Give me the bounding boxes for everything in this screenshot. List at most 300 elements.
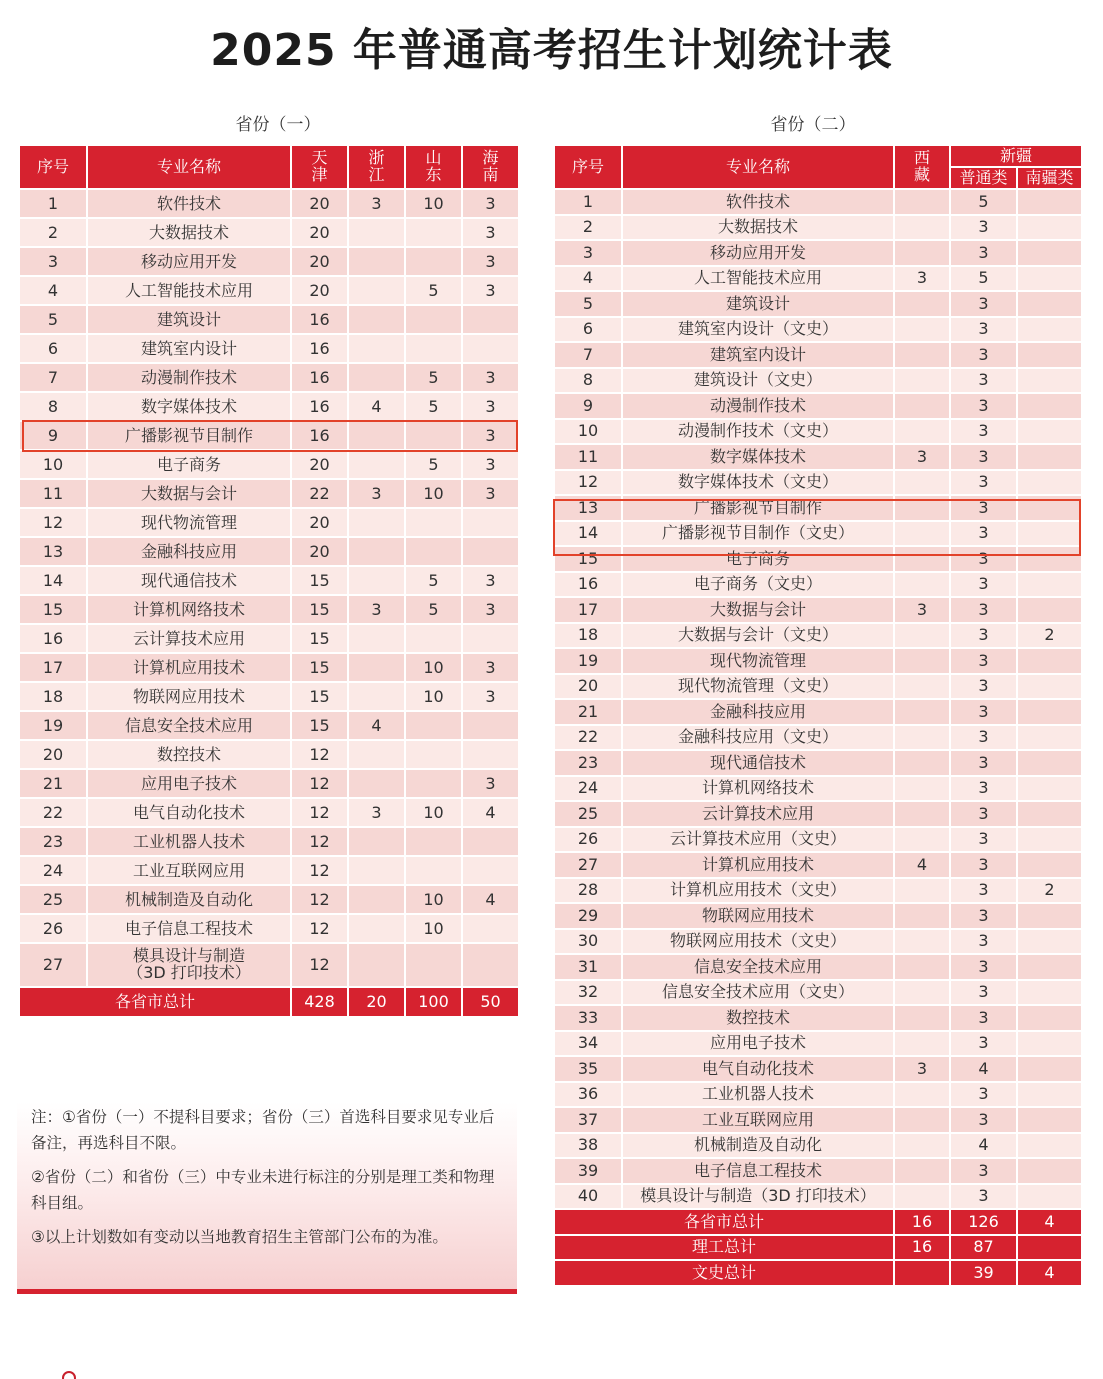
cell-major: 大数据与会计: [622, 597, 894, 623]
table-row: [19, 189, 519, 218]
cell-zhejiang: [348, 740, 405, 769]
cell-xizang: [894, 291, 950, 317]
school-seal-icon: [62, 1371, 76, 1379]
cell-tianjin: 12: [291, 914, 348, 943]
cell-xinjiang-south: [1017, 1031, 1082, 1057]
table-row: [19, 943, 519, 987]
cell-hainan: 3: [462, 479, 519, 508]
table-row: [554, 801, 1082, 827]
cell-major: 云计算技术应用（文史）: [622, 827, 894, 853]
cell-xinjiang-general: 3: [950, 597, 1017, 623]
cell-hainan: 3: [462, 769, 519, 798]
cell-xinjiang-south: [1017, 699, 1082, 725]
cell-major: 电子信息工程技术: [622, 1158, 894, 1184]
cell-xizang: [894, 1005, 950, 1031]
cell-xizang: [894, 623, 950, 649]
cell-xizang: [894, 980, 950, 1006]
cell-seq: 11: [19, 479, 87, 508]
cell-tianjin: 20: [291, 218, 348, 247]
cell-hainan: [462, 740, 519, 769]
header-seq: 序号: [554, 145, 622, 189]
cell-tianjin: 15: [291, 624, 348, 653]
cell-major: 电气自动化技术: [87, 798, 291, 827]
total-shandong: 100: [405, 987, 462, 1017]
cell-seq: 15: [19, 595, 87, 624]
cell-xinjiang-south: [1017, 801, 1082, 827]
total-xinjiang-general: 126: [950, 1209, 1017, 1235]
cell-shandong: 10: [405, 798, 462, 827]
cell-major: 大数据与会计: [87, 479, 291, 508]
cell-hainan: 3: [462, 595, 519, 624]
table-two-caption: 省份（二）: [770, 115, 856, 135]
cell-major: 建筑设计: [622, 291, 894, 317]
total-zhejiang: 20: [348, 987, 405, 1017]
cell-zhejiang: 3: [348, 479, 405, 508]
header-province-zhejiang: 浙 江: [348, 145, 405, 189]
table-row: [554, 215, 1082, 241]
cell-seq: 36: [554, 1082, 622, 1108]
table-row: [554, 750, 1082, 776]
cell-xizang: [894, 929, 950, 955]
cell-xinjiang-south: [1017, 572, 1082, 598]
cell-xinjiang-south: [1017, 266, 1082, 292]
cell-seq: 27: [554, 852, 622, 878]
cell-xinjiang-south: [1017, 980, 1082, 1006]
cell-major: 大数据技术: [622, 215, 894, 241]
table-row: [554, 240, 1082, 266]
table-row: [19, 914, 519, 943]
cell-major: 人工智能技术应用: [622, 266, 894, 292]
cell-xinjiang-general: 3: [950, 980, 1017, 1006]
cell-xizang: [894, 240, 950, 266]
cell-xinjiang-south: [1017, 929, 1082, 955]
cell-seq: 7: [554, 342, 622, 368]
cell-hainan: [462, 827, 519, 856]
cell-seq: 40: [554, 1184, 622, 1210]
cell-shandong: 10: [405, 479, 462, 508]
cell-major: 大数据与会计（文史）: [622, 623, 894, 649]
table-row: [19, 450, 519, 479]
cell-xinjiang-south: [1017, 954, 1082, 980]
header-xinjiang-general: 普通类: [950, 167, 1017, 189]
cell-zhejiang: [348, 276, 405, 305]
cell-seq: 28: [554, 878, 622, 904]
table-row: [554, 1158, 1082, 1184]
cell-zhejiang: 3: [348, 189, 405, 218]
cell-tianjin: 12: [291, 769, 348, 798]
cell-shandong: [405, 769, 462, 798]
cell-seq: 12: [554, 470, 622, 496]
cell-xinjiang-general: 4: [950, 1056, 1017, 1082]
header-major: 专业名称: [622, 145, 894, 189]
table-row: [19, 595, 519, 624]
cell-major: 动漫制作技术: [87, 363, 291, 392]
cell-hainan: [462, 856, 519, 885]
cell-tianjin: 15: [291, 653, 348, 682]
cell-hainan: [462, 334, 519, 363]
table-row: [19, 421, 519, 450]
cell-xinjiang-general: 3: [950, 750, 1017, 776]
cell-xinjiang-south: [1017, 827, 1082, 853]
cell-hainan: 4: [462, 798, 519, 827]
table-row: [554, 1133, 1082, 1159]
cell-xinjiang-general: 3: [950, 470, 1017, 496]
cell-xinjiang-south: [1017, 1056, 1082, 1082]
header-province-hainan: 海 南: [462, 145, 519, 189]
cell-xizang: [894, 954, 950, 980]
cell-xinjiang-general: 3: [950, 419, 1017, 445]
cell-zhejiang: 4: [348, 711, 405, 740]
table-row: [554, 980, 1082, 1006]
cell-hainan: [462, 537, 519, 566]
cell-tianjin: 20: [291, 450, 348, 479]
table-row: [19, 711, 519, 740]
cell-xizang: [894, 342, 950, 368]
cell-major: 移动应用开发: [622, 240, 894, 266]
cell-xinjiang-south: [1017, 725, 1082, 751]
cell-xinjiang-south: [1017, 495, 1082, 521]
header-province-shandong: 山 东: [405, 145, 462, 189]
cell-tianjin: 20: [291, 189, 348, 218]
cell-tianjin: 20: [291, 247, 348, 276]
cell-xinjiang-general: 3: [950, 495, 1017, 521]
cell-zhejiang: [348, 624, 405, 653]
cell-xinjiang-south: [1017, 189, 1082, 215]
cell-zhejiang: [348, 566, 405, 595]
cell-major: 动漫制作技术（文史）: [622, 419, 894, 445]
cell-xizang: 3: [894, 1056, 950, 1082]
cell-tianjin: 16: [291, 421, 348, 450]
cell-xinjiang-general: 3: [950, 572, 1017, 598]
cell-major: 计算机网络技术: [87, 595, 291, 624]
cell-seq: 1: [19, 189, 87, 218]
cell-major: 建筑室内设计（文史）: [622, 317, 894, 343]
cell-xizang: [894, 776, 950, 802]
total-xinjiang-south: 4: [1017, 1260, 1082, 1286]
cell-xinjiang-south: [1017, 317, 1082, 343]
cell-shandong: [405, 421, 462, 450]
cell-seq: 5: [19, 305, 87, 334]
cell-major: 现代物流管理: [87, 508, 291, 537]
cell-shandong: [405, 508, 462, 537]
cell-major: 电子信息工程技术: [87, 914, 291, 943]
cell-major: 数字媒体技术: [622, 444, 894, 470]
cell-hainan: 4: [462, 885, 519, 914]
cell-major: 广播影视节目制作（文史）: [622, 521, 894, 547]
cell-zhejiang: [348, 885, 405, 914]
cell-hainan: 3: [462, 653, 519, 682]
cell-xinjiang-south: [1017, 368, 1082, 394]
cell-xinjiang-south: [1017, 750, 1082, 776]
table-row: [19, 247, 519, 276]
table-row: [19, 334, 519, 363]
cell-major: 计算机应用技术: [622, 852, 894, 878]
total-xinjiang-south: 4: [1017, 1209, 1082, 1235]
cell-hainan: 3: [462, 450, 519, 479]
cell-xizang: [894, 878, 950, 904]
cell-xinjiang-south: [1017, 393, 1082, 419]
cell-seq: 20: [554, 674, 622, 700]
cell-xinjiang-general: 3: [950, 623, 1017, 649]
cell-major: 大数据技术: [87, 218, 291, 247]
cell-tianjin: 20: [291, 508, 348, 537]
cell-shandong: [405, 537, 462, 566]
cell-xinjiang-south: 2: [1017, 623, 1082, 649]
cell-seq: 10: [554, 419, 622, 445]
cell-seq: 4: [19, 276, 87, 305]
cell-hainan: 3: [462, 363, 519, 392]
cell-xinjiang-south: [1017, 648, 1082, 674]
cell-hainan: 3: [462, 682, 519, 711]
cell-xinjiang-general: 3: [950, 648, 1017, 674]
total-label: 理工总计: [554, 1235, 894, 1261]
cell-zhejiang: [348, 653, 405, 682]
table-row: [554, 266, 1082, 292]
cell-major: 建筑设计: [87, 305, 291, 334]
table-row: [554, 776, 1082, 802]
cell-tianjin: 16: [291, 305, 348, 334]
cell-seq: 23: [554, 750, 622, 776]
cell-zhejiang: [348, 827, 405, 856]
cell-seq: 6: [554, 317, 622, 343]
table-row: [554, 1005, 1082, 1031]
cell-hainan: [462, 711, 519, 740]
table-row: [554, 189, 1082, 215]
cell-hainan: [462, 914, 519, 943]
table-row: [554, 648, 1082, 674]
cell-major: 计算机应用技术（文史）: [622, 878, 894, 904]
table-row: [19, 392, 519, 421]
cell-xinjiang-general: 3: [950, 699, 1017, 725]
cell-major: 数字媒体技术（文史）: [622, 470, 894, 496]
cell-seq: 18: [19, 682, 87, 711]
cell-shandong: [405, 856, 462, 885]
cell-major: 工业互联网应用: [87, 856, 291, 885]
cell-zhejiang: [348, 769, 405, 798]
cell-xinjiang-general: 3: [950, 215, 1017, 241]
cell-hainan: 3: [462, 566, 519, 595]
notes-panel: [17, 1102, 517, 1294]
cell-hainan: 3: [462, 189, 519, 218]
cell-xinjiang-general: 3: [950, 521, 1017, 547]
cell-seq: 6: [19, 334, 87, 363]
cell-xinjiang-general: 3: [950, 393, 1017, 419]
cell-major: 计算机应用技术: [87, 653, 291, 682]
cell-major: 应用电子技术: [87, 769, 291, 798]
cell-zhejiang: [348, 218, 405, 247]
cell-shandong: [405, 624, 462, 653]
cell-major: 动漫制作技术: [622, 393, 894, 419]
cell-seq: 13: [554, 495, 622, 521]
cell-seq: 30: [554, 929, 622, 955]
cell-zhejiang: [348, 682, 405, 711]
cell-seq: 26: [19, 914, 87, 943]
cell-seq: 22: [554, 725, 622, 751]
cell-xinjiang-general: 3: [950, 1005, 1017, 1031]
cell-seq: 16: [19, 624, 87, 653]
cell-xizang: [894, 725, 950, 751]
cell-xizang: [894, 317, 950, 343]
cell-zhejiang: [348, 537, 405, 566]
header-xinjiang-south: 南疆类: [1017, 167, 1082, 189]
cell-xizang: [894, 750, 950, 776]
table-row: [554, 291, 1082, 317]
cell-xinjiang-general: 5: [950, 266, 1017, 292]
cell-xinjiang-south: [1017, 546, 1082, 572]
cell-shandong: 10: [405, 885, 462, 914]
cell-tianjin: 16: [291, 392, 348, 421]
cell-tianjin: 12: [291, 740, 348, 769]
cell-xizang: [894, 1082, 950, 1108]
cell-xinjiang-general: 3: [950, 852, 1017, 878]
cell-seq: 3: [19, 247, 87, 276]
total-label: 各省市总计: [554, 1209, 894, 1235]
cell-seq: 10: [19, 450, 87, 479]
cell-seq: 2: [554, 215, 622, 241]
cell-xinjiang-south: [1017, 1107, 1082, 1133]
total-row: [19, 987, 519, 1017]
cell-shandong: 5: [405, 363, 462, 392]
cell-tianjin: 20: [291, 537, 348, 566]
table-row: [554, 674, 1082, 700]
table-row: [19, 856, 519, 885]
total-xizang: 16: [894, 1235, 950, 1261]
cell-xinjiang-south: [1017, 1184, 1082, 1210]
cell-seq: 16: [554, 572, 622, 598]
cell-major: 工业互联网应用: [622, 1107, 894, 1133]
table-row: [554, 725, 1082, 751]
cell-xinjiang-south: [1017, 342, 1082, 368]
cell-xinjiang-general: 3: [950, 776, 1017, 802]
cell-hainan: 3: [462, 392, 519, 421]
cell-seq: 26: [554, 827, 622, 853]
cell-tianjin: 12: [291, 856, 348, 885]
cell-xinjiang-general: 3: [950, 801, 1017, 827]
cell-xizang: 4: [894, 852, 950, 878]
cell-tianjin: 12: [291, 798, 348, 827]
table-row: [19, 479, 519, 508]
cell-seq: 21: [554, 699, 622, 725]
cell-xinjiang-general: 3: [950, 878, 1017, 904]
cell-seq: 25: [19, 885, 87, 914]
cell-major: 金融科技应用（文史）: [622, 725, 894, 751]
cell-xizang: [894, 903, 950, 929]
cell-major: 数字媒体技术: [87, 392, 291, 421]
cell-xinjiang-south: [1017, 291, 1082, 317]
cell-xinjiang-south: [1017, 597, 1082, 623]
cell-shandong: [405, 711, 462, 740]
cell-xinjiang-general: 3: [950, 317, 1017, 343]
cell-shandong: 10: [405, 914, 462, 943]
cell-zhejiang: 4: [348, 392, 405, 421]
cell-zhejiang: [348, 508, 405, 537]
table-row: [554, 903, 1082, 929]
cell-hainan: 3: [462, 421, 519, 450]
table-row: [19, 682, 519, 711]
cell-major: 软件技术: [87, 189, 291, 218]
cell-hainan: [462, 943, 519, 987]
total-xizang: 16: [894, 1209, 950, 1235]
cell-xinjiang-general: 3: [950, 725, 1017, 751]
cell-xizang: [894, 215, 950, 241]
cell-seq: 20: [19, 740, 87, 769]
cell-major: 广播影视节目制作: [87, 421, 291, 450]
cell-xinjiang-south: [1017, 215, 1082, 241]
cell-xizang: [894, 1158, 950, 1184]
cell-xinjiang-south: [1017, 240, 1082, 266]
cell-xizang: [894, 648, 950, 674]
cell-shandong: 10: [405, 189, 462, 218]
cell-major: 物联网应用技术（文史）: [622, 929, 894, 955]
cell-xinjiang-general: 3: [950, 1031, 1017, 1057]
cell-xizang: [894, 699, 950, 725]
cell-xinjiang-general: 3: [950, 1158, 1017, 1184]
cell-seq: 35: [554, 1056, 622, 1082]
cell-xinjiang-general: 5: [950, 189, 1017, 215]
cell-xinjiang-south: [1017, 419, 1082, 445]
total-xinjiang-south: [1017, 1235, 1082, 1261]
cell-seq: 2: [19, 218, 87, 247]
total-xinjiang-general: 87: [950, 1235, 1017, 1261]
cell-seq: 33: [554, 1005, 622, 1031]
cell-xinjiang-south: 2: [1017, 878, 1082, 904]
table-one-caption: 省份（一）: [235, 115, 321, 135]
table-row: [19, 537, 519, 566]
table-row: [19, 508, 519, 537]
cell-zhejiang: [348, 914, 405, 943]
cell-major: 现代物流管理（文史）: [622, 674, 894, 700]
cell-tianjin: 12: [291, 943, 348, 987]
cell-major: 现代通信技术: [87, 566, 291, 595]
cell-major: 信息安全技术应用: [622, 954, 894, 980]
table-row: [19, 305, 519, 334]
cell-xinjiang-general: 3: [950, 368, 1017, 394]
cell-shandong: [405, 334, 462, 363]
cell-xizang: [894, 495, 950, 521]
cell-xinjiang-general: 3: [950, 240, 1017, 266]
cell-xinjiang-south: [1017, 903, 1082, 929]
cell-seq: 38: [554, 1133, 622, 1159]
table-row: [554, 1056, 1082, 1082]
total-row: [554, 1235, 1082, 1261]
cell-xizang: [894, 1107, 950, 1133]
cell-seq: 8: [19, 392, 87, 421]
table-row: [554, 317, 1082, 343]
cell-major: 信息安全技术应用（文史）: [622, 980, 894, 1006]
table-row: [19, 363, 519, 392]
cell-major: 数控技术: [622, 1005, 894, 1031]
cell-major: 云计算技术应用: [622, 801, 894, 827]
cell-major: 电气自动化技术: [622, 1056, 894, 1082]
table-row: [554, 572, 1082, 598]
cell-seq: 15: [554, 546, 622, 572]
table-row: [554, 1031, 1082, 1057]
cell-zhejiang: [348, 856, 405, 885]
cell-zhejiang: [348, 247, 405, 276]
cell-seq: 25: [554, 801, 622, 827]
cell-major: 广播影视节目制作: [622, 495, 894, 521]
cell-major: 应用电子技术: [622, 1031, 894, 1057]
cell-major: 建筑室内设计: [87, 334, 291, 363]
cell-shandong: 5: [405, 450, 462, 479]
table-row: [554, 954, 1082, 980]
cell-seq: 31: [554, 954, 622, 980]
cell-xizang: [894, 1184, 950, 1210]
table-row: [554, 1107, 1082, 1133]
cell-seq: 12: [19, 508, 87, 537]
table-row: [554, 393, 1082, 419]
cell-xinjiang-general: 3: [950, 954, 1017, 980]
